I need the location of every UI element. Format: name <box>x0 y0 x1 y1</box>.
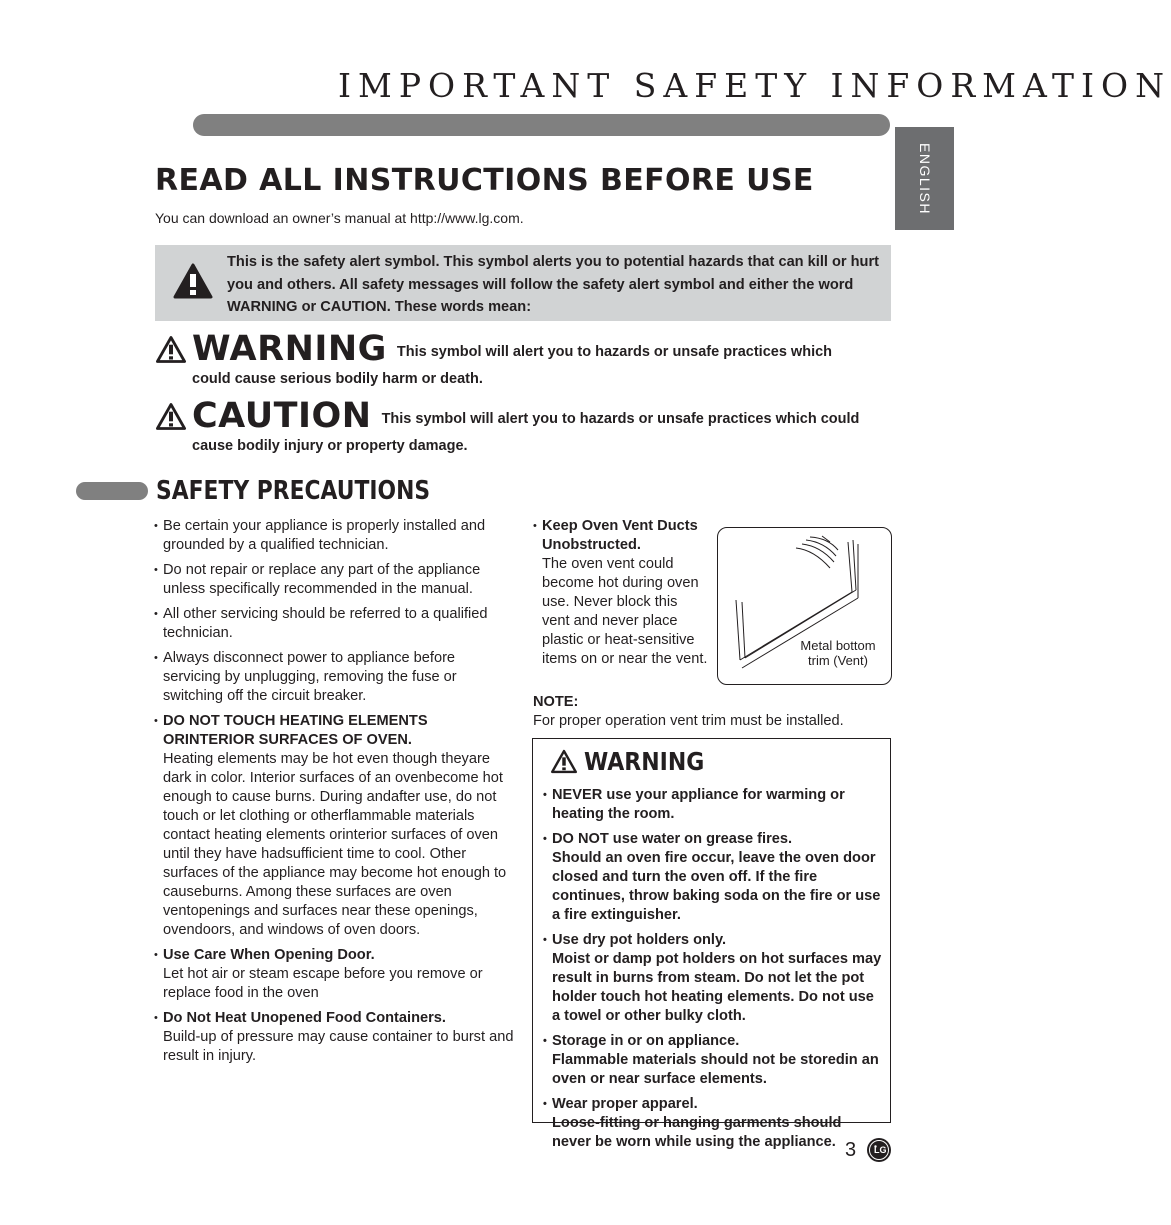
list-item: • Do not repair or replace any part of the appliance unless specifically recommended in the manual. <box>154 561 516 599</box>
list-item: • Always disconnect power to appliance before servicing by unplugging, removing the fuse or switching off the circuit breaker. <box>154 649 516 706</box>
caution-definition <box>155 397 895 458</box>
caution-icon <box>155 402 187 431</box>
safety-alert-box <box>155 245 891 321</box>
list-item: • Use Care When Opening Door. Let hot air or steam escape before you remove or replace food in the oven <box>154 946 516 1003</box>
list-item: • Storage in or on appliance. Flammable materials should not be storedin an oven or near surface elements. <box>543 1032 883 1089</box>
header-title: IMPORTANT SAFETY INFORMATION <box>338 66 1171 105</box>
page-heading: READ ALL INSTRUCTIONS BEFORE USE <box>155 163 814 198</box>
vent-figure-caption: Metal bottom trim (Vent) <box>800 638 876 668</box>
lg-logo <box>867 1138 891 1162</box>
list-item: • NEVER use your appliance for warming or heating the room. <box>543 786 883 824</box>
list-item: • DO NOT use water on grease fires. Should an oven fire occur, leave the oven door closed and turn the oven off. If the fire continues, throw baking soda on the fire or use a fire extinguisher. <box>543 830 883 925</box>
list-item: • Wear proper apparel. Loose-fitting or hanging garments should never be worn while using the appliance. <box>543 1095 883 1152</box>
section-title: SAFETY PRECAUTIONS <box>156 476 431 506</box>
warning-box-header <box>550 747 721 776</box>
list-item: • Be certain your appliance is properly installed and grounded by a qualified technician. <box>154 517 516 555</box>
note <box>533 693 893 731</box>
vent-figure <box>717 527 892 685</box>
section-marker <box>76 482 148 500</box>
warning-icon <box>155 335 187 364</box>
list-item: • DO NOT TOUCH HEATING ELEMENTS ORINTERIOR SURFACES OF OVEN. Heating elements may be hot even though theyare dark in color. Interior surfaces of an ovenbecome hot enough to cause burns. During andafter use, do not touch or let clothing or otherflammable materials contact heating elements orinterior surfaces of oven until they have hadsufficient time to cool. Other surfaces of the appliance may become hot enough to causeburns. Among these surfaces are oven ventopenings and surfaces near these openings, ovendoors, and windows of oven doors. <box>154 712 516 940</box>
caution-description-line2: cause bodily injury or property damage. <box>192 438 468 454</box>
caution-description-line1: This symbol will alert you to hazards or unsafe practices which could <box>381 411 860 427</box>
precautions-left-column <box>154 517 516 1072</box>
lg-logo-text: LG <box>874 1145 887 1155</box>
safety-alert-text: This is the safety alert symbol. This symbol alerts you to potential hazards that can kill or hurt you and others. All safety messages will follow the safety alert symbol and either the word WARNING or CAUTION. These words mean: <box>227 254 880 315</box>
list-item: • Use dry pot holders only. Moist or damp pot holders on hot surfaces may result in burns from steam. Do not let the pot holder touch hot heating elements. Do not use a towel or other bulky cloth. <box>543 931 883 1026</box>
note-text: For proper operation vent trim must be installed. <box>533 713 844 729</box>
language-tab-label: ENGLISH <box>916 142 933 215</box>
warning-icon <box>550 749 578 774</box>
warning-definition <box>155 330 895 391</box>
note-label: NOTE: <box>533 694 579 710</box>
warning-box-title: WARNING <box>584 747 705 776</box>
warning-word: WARNING <box>192 329 387 369</box>
header-bar <box>193 114 890 136</box>
safety-alert-icon <box>173 263 213 299</box>
list-item: • Do Not Heat Unopened Food Containers. Build-up of pressure may cause container to burst and result in injury. <box>154 1009 516 1066</box>
warning-description-line1: This symbol will alert you to hazards or unsafe practices which <box>396 344 833 360</box>
warning-description-line2: could cause serious bodily harm or death. <box>192 371 483 387</box>
language-tab <box>895 127 954 230</box>
page-number: 3 <box>845 1139 857 1161</box>
list-item: • Keep Oven Vent Ducts Unobstructed. The oven vent could become hot during oven use. Never block this vent and never place plastic or heat-sensitive items on or near the vent. <box>533 517 708 669</box>
vent-instructions <box>533 517 708 675</box>
caution-word: CAUTION <box>192 396 372 436</box>
download-text: You can download an owner’s manual at http://www.lg.com. <box>155 210 524 226</box>
list-item: • All other servicing should be referred to a qualified technician. <box>154 605 516 643</box>
